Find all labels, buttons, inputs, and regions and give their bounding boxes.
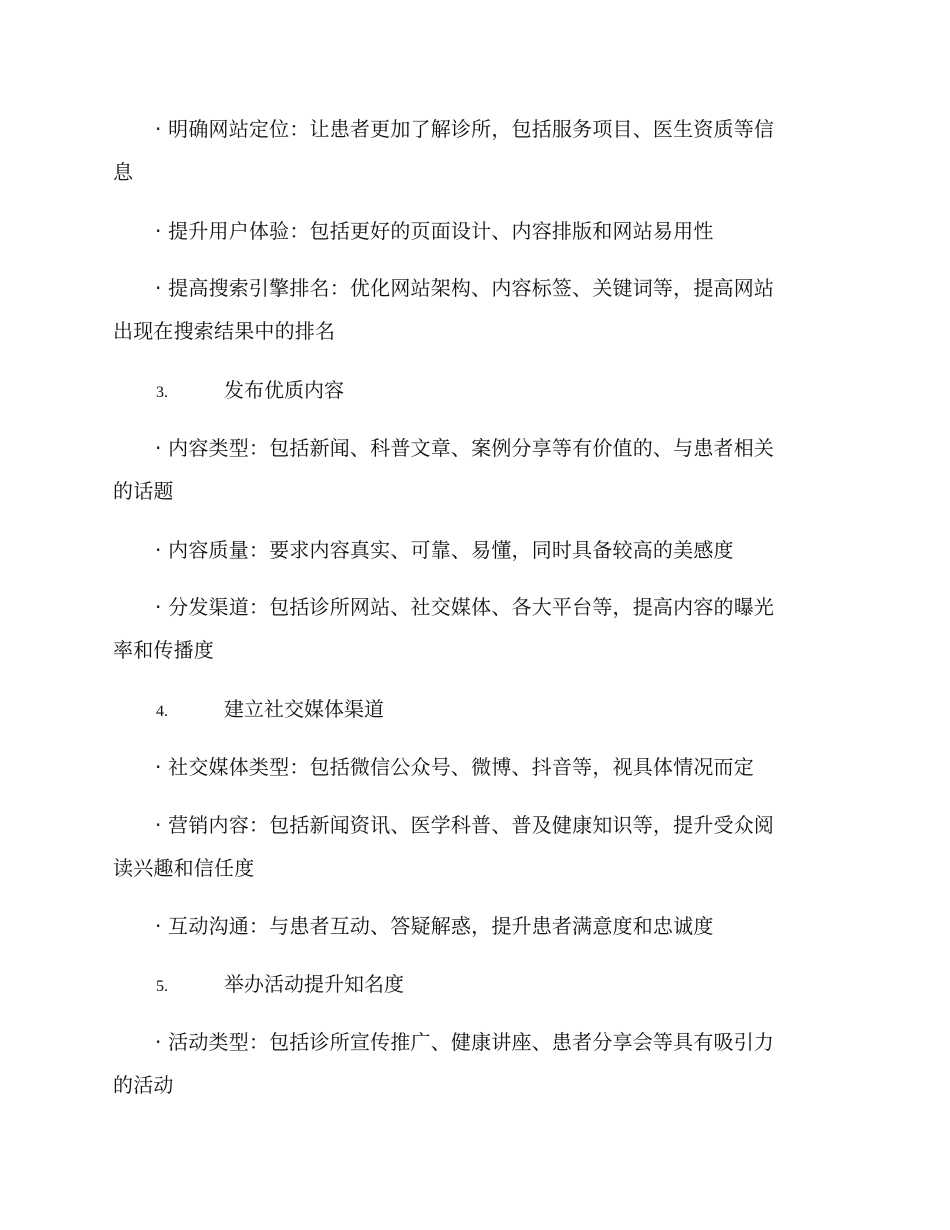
section-number: 5. (156, 978, 168, 995)
bullet-paragraph (113, 804, 823, 890)
bullet-paragraph (113, 529, 823, 572)
bullet-paragraph (113, 210, 823, 253)
paragraph-continuation: 读兴趣和信任度 (113, 856, 255, 880)
bullet-paragraph (113, 1021, 823, 1107)
section-number: 4. (156, 703, 168, 720)
paragraph-line: · 提高搜索引擎排名：优化网站架构、内容标签、关键词等，提高网站 (155, 276, 775, 300)
bullet-paragraph (113, 267, 823, 353)
section-title: 举办活动提升知名度 (224, 972, 404, 996)
paragraph-line: · 明确网站定位：让患者更加了解诊所，包括服务项目、医生资质等信 (155, 117, 775, 141)
paragraph-line: · 分发渠道：包括诊所网站、社交媒体、各大平台等，提高内容的曝光 (155, 595, 775, 619)
bullet-paragraph (113, 746, 823, 789)
paragraph-continuation: 息 (113, 160, 134, 184)
paragraph-continuation: 的活动 (113, 1073, 174, 1097)
paragraph-line: · 营销内容：包括新闻资讯、医学科普、普及健康知识等，提升受众阅 (155, 813, 775, 837)
section-heading (156, 369, 344, 414)
bullet-paragraph (113, 108, 823, 194)
paragraph-line: · 内容类型：包括新闻、科普文章、案例分享等有价值的、与患者相关 (155, 436, 775, 460)
paragraph-line: · 活动类型：包括诊所宣传推广、健康讲座、患者分享会等具有吸引力 (155, 1030, 775, 1054)
paragraph-line: · 互动沟通：与患者互动、答疑解惑，提升患者满意度和忠诚度 (155, 914, 714, 938)
paragraph-continuation: 率和传播度 (113, 638, 214, 662)
paragraph-line: · 社交媒体类型：包括微信公众号、微博、抖音等，视具体情况而定 (155, 755, 754, 779)
section-title: 发布优质内容 (224, 378, 344, 402)
paragraph-continuation: 出现在搜索结果中的排名 (113, 319, 336, 343)
section-title: 建立社交媒体渠道 (224, 697, 384, 721)
paragraph-line: · 内容质量：要求内容真实、可靠、易懂，同时具备较高的美感度 (155, 538, 734, 562)
paragraph-line: · 提升用户体验：包括更好的页面设计、内容排版和网站易用性 (155, 219, 714, 243)
bullet-paragraph (113, 905, 823, 948)
bullet-paragraph (113, 586, 823, 672)
paragraph-continuation: 的话题 (113, 479, 174, 503)
section-heading (156, 963, 404, 1008)
bullet-paragraph (113, 427, 823, 513)
section-heading (156, 688, 384, 733)
section-number: 3. (156, 384, 168, 401)
